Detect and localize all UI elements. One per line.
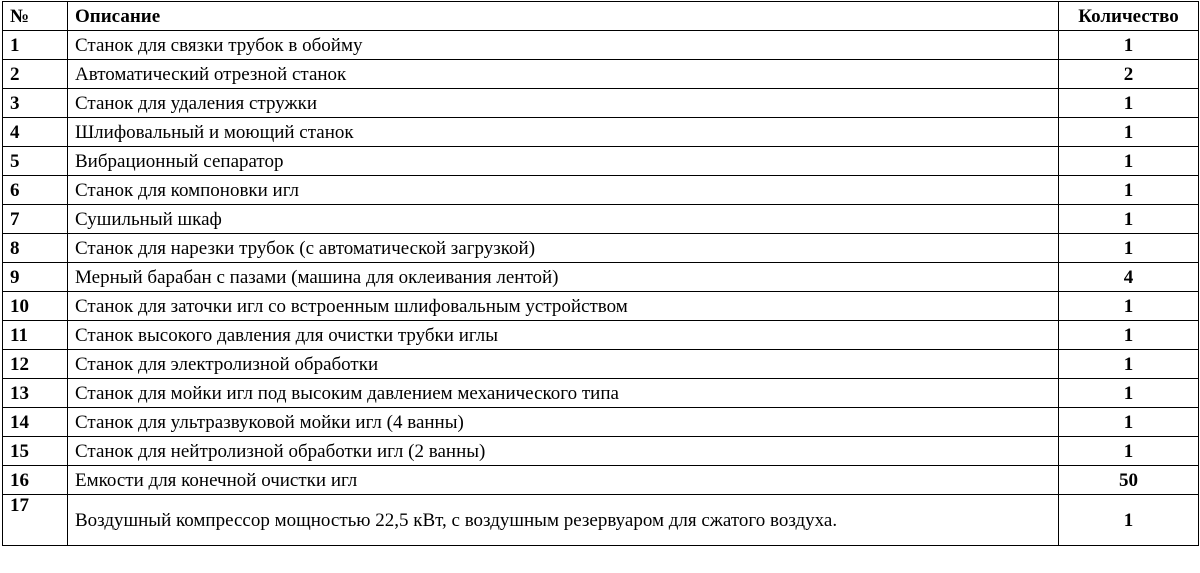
row-description: Автоматический отрезной станок bbox=[68, 60, 1059, 89]
row-quantity: 1 bbox=[1059, 89, 1199, 118]
row-description: Станок высокого давления для очистки трубки иглы bbox=[68, 321, 1059, 350]
row-number: 13 bbox=[3, 379, 68, 408]
table-row bbox=[3, 495, 1199, 546]
row-number: 16 bbox=[3, 466, 68, 495]
table-row bbox=[3, 89, 1199, 118]
row-number: 15 bbox=[3, 437, 68, 466]
row-quantity: 1 bbox=[1059, 408, 1199, 437]
row-description: Станок для электролизной обработки bbox=[68, 350, 1059, 379]
table-row bbox=[3, 205, 1199, 234]
row-number: 5 bbox=[3, 147, 68, 176]
row-quantity: 1 bbox=[1059, 205, 1199, 234]
row-description: Вибрационный сепаратор bbox=[68, 147, 1059, 176]
row-description: Станок для заточки игл со встроенным шлифовальным устройством bbox=[68, 292, 1059, 321]
table-row bbox=[3, 176, 1199, 205]
row-number: 10 bbox=[3, 292, 68, 321]
row-quantity: 1 bbox=[1059, 379, 1199, 408]
header-quantity: Количество bbox=[1059, 2, 1199, 31]
row-quantity: 1 bbox=[1059, 234, 1199, 263]
table-row bbox=[3, 263, 1199, 292]
row-description: Сушильный шкаф bbox=[68, 205, 1059, 234]
row-number: 7 bbox=[3, 205, 68, 234]
row-description: Станок для нарезки трубок (с автоматической загрузкой) bbox=[68, 234, 1059, 263]
row-number: 2 bbox=[3, 60, 68, 89]
row-description: Станок для ультразвуковой мойки игл (4 ванны) bbox=[68, 408, 1059, 437]
row-number: 14 bbox=[3, 408, 68, 437]
table-row bbox=[3, 234, 1199, 263]
row-number: 3 bbox=[3, 89, 68, 118]
equipment-table bbox=[2, 1, 1199, 546]
row-quantity: 50 bbox=[1059, 466, 1199, 495]
table-row bbox=[3, 292, 1199, 321]
header-number: № bbox=[3, 2, 68, 31]
table-row bbox=[3, 321, 1199, 350]
row-description: Станок для мойки игл под высоким давлением механического типа bbox=[68, 379, 1059, 408]
row-quantity: 1 bbox=[1059, 350, 1199, 379]
table-row bbox=[3, 147, 1199, 176]
row-description: Шлифовальный и моющий станок bbox=[68, 118, 1059, 147]
header-description: Описание bbox=[68, 2, 1059, 31]
row-number: 11 bbox=[3, 321, 68, 350]
table-row bbox=[3, 350, 1199, 379]
table-row bbox=[3, 60, 1199, 89]
row-description: Воздушный компрессор мощностью 22,5 кВт, с воздушным резервуаром для сжатого воздуха. bbox=[68, 495, 1059, 546]
row-quantity: 1 bbox=[1059, 176, 1199, 205]
row-quantity: 1 bbox=[1059, 118, 1199, 147]
table-row bbox=[3, 466, 1199, 495]
row-number: 9 bbox=[3, 263, 68, 292]
row-description: Станок для связки трубок в обойму bbox=[68, 31, 1059, 60]
row-description: Мерный барабан с пазами (машина для оклеивания лентой) bbox=[68, 263, 1059, 292]
row-quantity: 4 bbox=[1059, 263, 1199, 292]
row-quantity: 2 bbox=[1059, 60, 1199, 89]
table-row bbox=[3, 31, 1199, 60]
table-row bbox=[3, 118, 1199, 147]
row-quantity: 1 bbox=[1059, 437, 1199, 466]
table-header-row bbox=[3, 2, 1199, 31]
row-number: 17 bbox=[3, 495, 68, 546]
row-description: Станок для удаления стружки bbox=[68, 89, 1059, 118]
table-row bbox=[3, 437, 1199, 466]
row-description: Станок для нейтролизной обработки игл (2 ванны) bbox=[68, 437, 1059, 466]
row-description: Станок для компоновки игл bbox=[68, 176, 1059, 205]
row-number: 6 bbox=[3, 176, 68, 205]
row-number: 12 bbox=[3, 350, 68, 379]
table-row bbox=[3, 379, 1199, 408]
row-number: 1 bbox=[3, 31, 68, 60]
row-quantity: 1 bbox=[1059, 31, 1199, 60]
row-quantity: 1 bbox=[1059, 321, 1199, 350]
row-quantity: 1 bbox=[1059, 147, 1199, 176]
table-row bbox=[3, 408, 1199, 437]
row-number: 8 bbox=[3, 234, 68, 263]
row-description: Емкости для конечной очистки игл bbox=[68, 466, 1059, 495]
row-number: 4 bbox=[3, 118, 68, 147]
row-quantity: 1 bbox=[1059, 292, 1199, 321]
row-quantity: 1 bbox=[1059, 495, 1199, 546]
